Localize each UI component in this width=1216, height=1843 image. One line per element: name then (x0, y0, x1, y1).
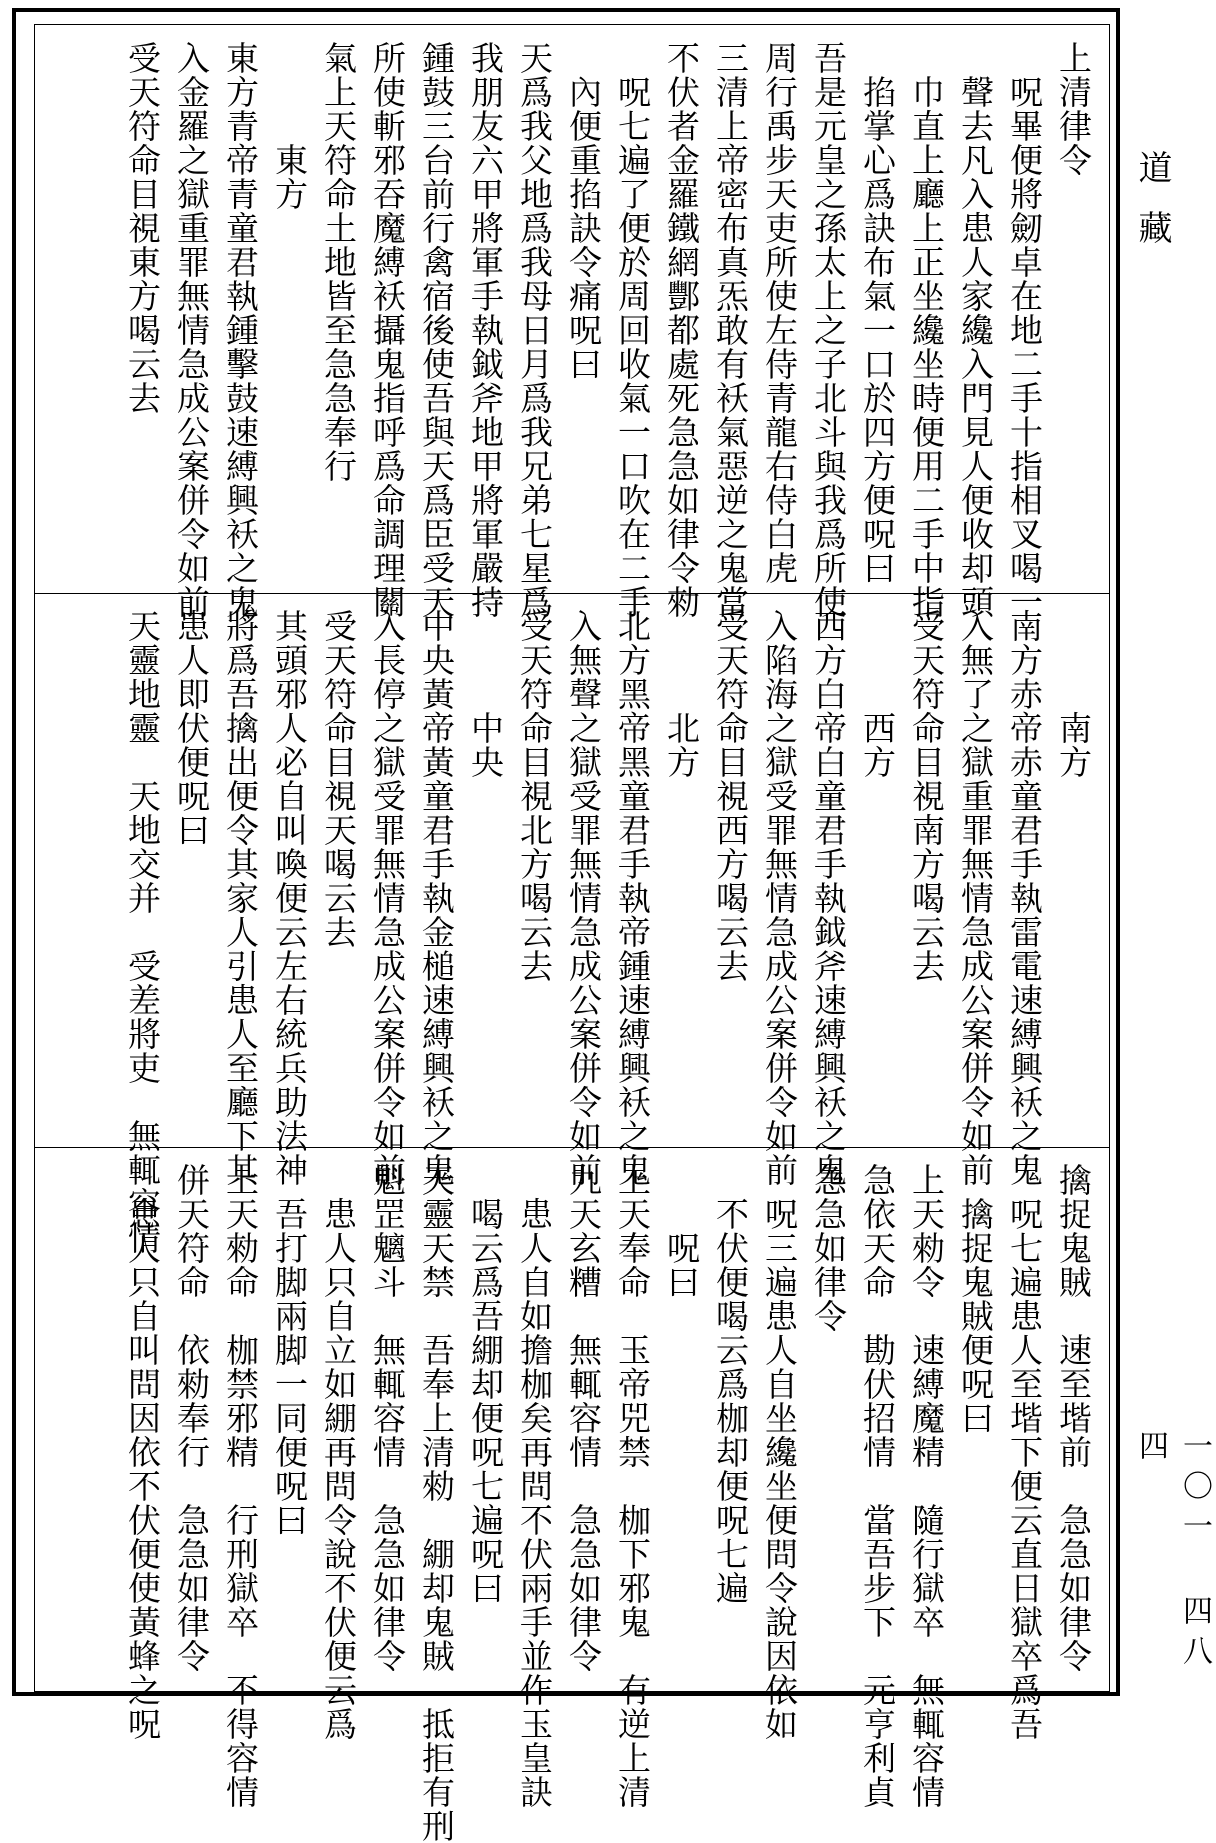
text-column: 將爲吾擒出便令其家人引患人至廳下其 (221, 609, 260, 1187)
text-column: 天爲我父地爲我母日月爲我兄弟七星爲 (515, 41, 554, 619)
text-column: 東方 (270, 41, 309, 211)
text-column: 呪七遍了便於周回收氣一口吹在二手 (613, 41, 652, 619)
text-column: 巾直上廳上正坐纔坐時便用二手中指 (907, 41, 946, 619)
text-column: 併天符命 依勑奉行 急急如律令 (172, 1163, 211, 1673)
text-column: 中央 (466, 609, 505, 779)
text-column: 受天符命目視南方喝云去 (907, 609, 946, 983)
text-band-bottom (35, 1147, 1109, 1843)
text-column: 急依天命 勘伏招情 當吾步下 元亨利貞 (858, 1163, 897, 1809)
text-column: 其頭邪人必自叫喚便云左右統兵助法神 (270, 609, 309, 1187)
text-column: 九天玄糟 無輒容情 急急如律令 (564, 1163, 603, 1673)
text-column: 南方 (1054, 609, 1093, 779)
text-column: 聲去凡入患人家纔入門見人便收却頭 (956, 41, 995, 619)
text-column: 患人只自立如綳再問令說不伏便云爲 (319, 1163, 358, 1741)
text-column: 受天符命目視北方喝云去 (515, 609, 554, 983)
text-column: 我朋友六甲將軍手執鉞斧地甲將軍嚴持 (466, 41, 505, 619)
text-column: 鍾鼓三台前行禽宿後使吾與天爲臣受天 (417, 41, 456, 619)
text-column: 掐掌心爲訣布氣一口於四方便呪曰 (858, 41, 897, 585)
text-band-top (35, 25, 1109, 619)
text-column: 入陷海之獄受罪無情急成公案併令如前 (760, 609, 799, 1187)
text-column: 擒捉鬼賊 速至堦前 急急如律令 (1054, 1163, 1093, 1673)
text-column: 所使斬邪吞魔縛袄攝鬼指呼爲命調理關 (368, 41, 407, 619)
text-column: 北方 (662, 609, 701, 779)
text-column: 入無聲之獄受罪無情急成公案併令如前 (564, 609, 603, 1187)
text-column: 西方 (858, 609, 897, 779)
text-column: 吾是元皇之孫太上之子北斗與我爲所使 (809, 41, 848, 619)
text-column: 入無了之獄重罪無情急成公案併令如前 (956, 609, 995, 1187)
text-column: 呪畢便將劒卓在地二手十指相叉喝一 (1005, 41, 1044, 619)
text-column: 喝云爲吾綳却便呪七遍呪曰 (466, 1163, 505, 1605)
text-column: 中央黃帝黃童君手執金槌速縛興袄之鬼 (417, 609, 456, 1187)
text-column: 受天符命目視東方喝云去 (123, 41, 162, 415)
text-column: 魁罡魑斗 無輒容情 急急如律令 (368, 1163, 407, 1673)
page-frame (12, 8, 1120, 1843)
text-column: 呪七遍患人至堦下便云直日獄卒爲吾 (1005, 1163, 1044, 1741)
text-column: 不伏者金羅鐵網酆都處死急急如律令勑 (662, 41, 701, 619)
text-column: 上天奉命 玉帝兕禁 枷下邪鬼 有逆上清 (613, 1163, 652, 1809)
text-column: 氣上天符命土地皆至急急奉行 (319, 41, 358, 483)
text-column: 上天勑命 枷禁邪精 行刑獄卒 不得容情 (221, 1163, 260, 1809)
text-column: 患人只自叫問因依不伏便使黃蜂之呪 (123, 1163, 162, 1741)
text-column: 呪曰 (662, 1163, 701, 1299)
text-column: 內便重掐訣令痛呪曰 (564, 41, 603, 381)
text-column: 呪三遍患人自坐纔坐便問令說因依如 (760, 1163, 799, 1741)
text-column: 上天勑令 速縛魔精 隨行獄卒 無輒容情 (907, 1163, 946, 1809)
page-number: 一〇一 四八四 (1133, 1430, 1212, 1675)
text-column: 北方黑帝黑童君手執帝鍾速縛興袄之鬼 (613, 609, 652, 1187)
text-column: 周行禹步天吏所使左侍青龍右侍白虎 (760, 41, 799, 585)
text-column: 入金羅之獄重罪無情急成公案併令如前 (172, 41, 211, 619)
canon-title: 道藏 (1132, 150, 1172, 270)
text-column: 受天符命目視西方喝云去 (711, 609, 750, 983)
text-area (34, 24, 1110, 1843)
text-column: 東方青帝青童君執鍾擊鼓速縛興袄之鬼 (221, 41, 260, 619)
text-column: 上清律令 (1054, 41, 1093, 177)
text-column: 不伏便喝云爲枷却便呪七遍 (711, 1163, 750, 1605)
text-column: 急急如律令 (809, 1163, 848, 1333)
text-column: 南方赤帝赤童君手執雷電速縛興袄之鬼 (1005, 609, 1044, 1187)
text-column: 患人自如擔枷矣再問不伏兩手並作玉皇訣 (515, 1163, 554, 1809)
text-column: 吾打脚兩脚一同便呪曰 (270, 1163, 309, 1537)
text-column: 擒捉鬼賊便呪曰 (956, 1163, 995, 1435)
text-column: 天靈天禁 吾奉上清勑 綳却鬼賊 抵拒有刑 (417, 1163, 456, 1843)
text-column: 西方白帝白童君手執鉞斧速縛興袄之鬼 (809, 609, 848, 1187)
text-column: 三清上帝密布真炁敢有袄氣惡逆之鬼當 (711, 41, 750, 619)
text-column: 受天符命目視天喝云去 (319, 609, 358, 949)
text-column: 入長停之獄受罪無情急成公案併令如前 (368, 609, 407, 1187)
text-column: 患人即伏便呪曰 (172, 609, 211, 847)
text-column: 天靈地靈 天地交并 受差將吏 無輒容情 (123, 609, 162, 1255)
